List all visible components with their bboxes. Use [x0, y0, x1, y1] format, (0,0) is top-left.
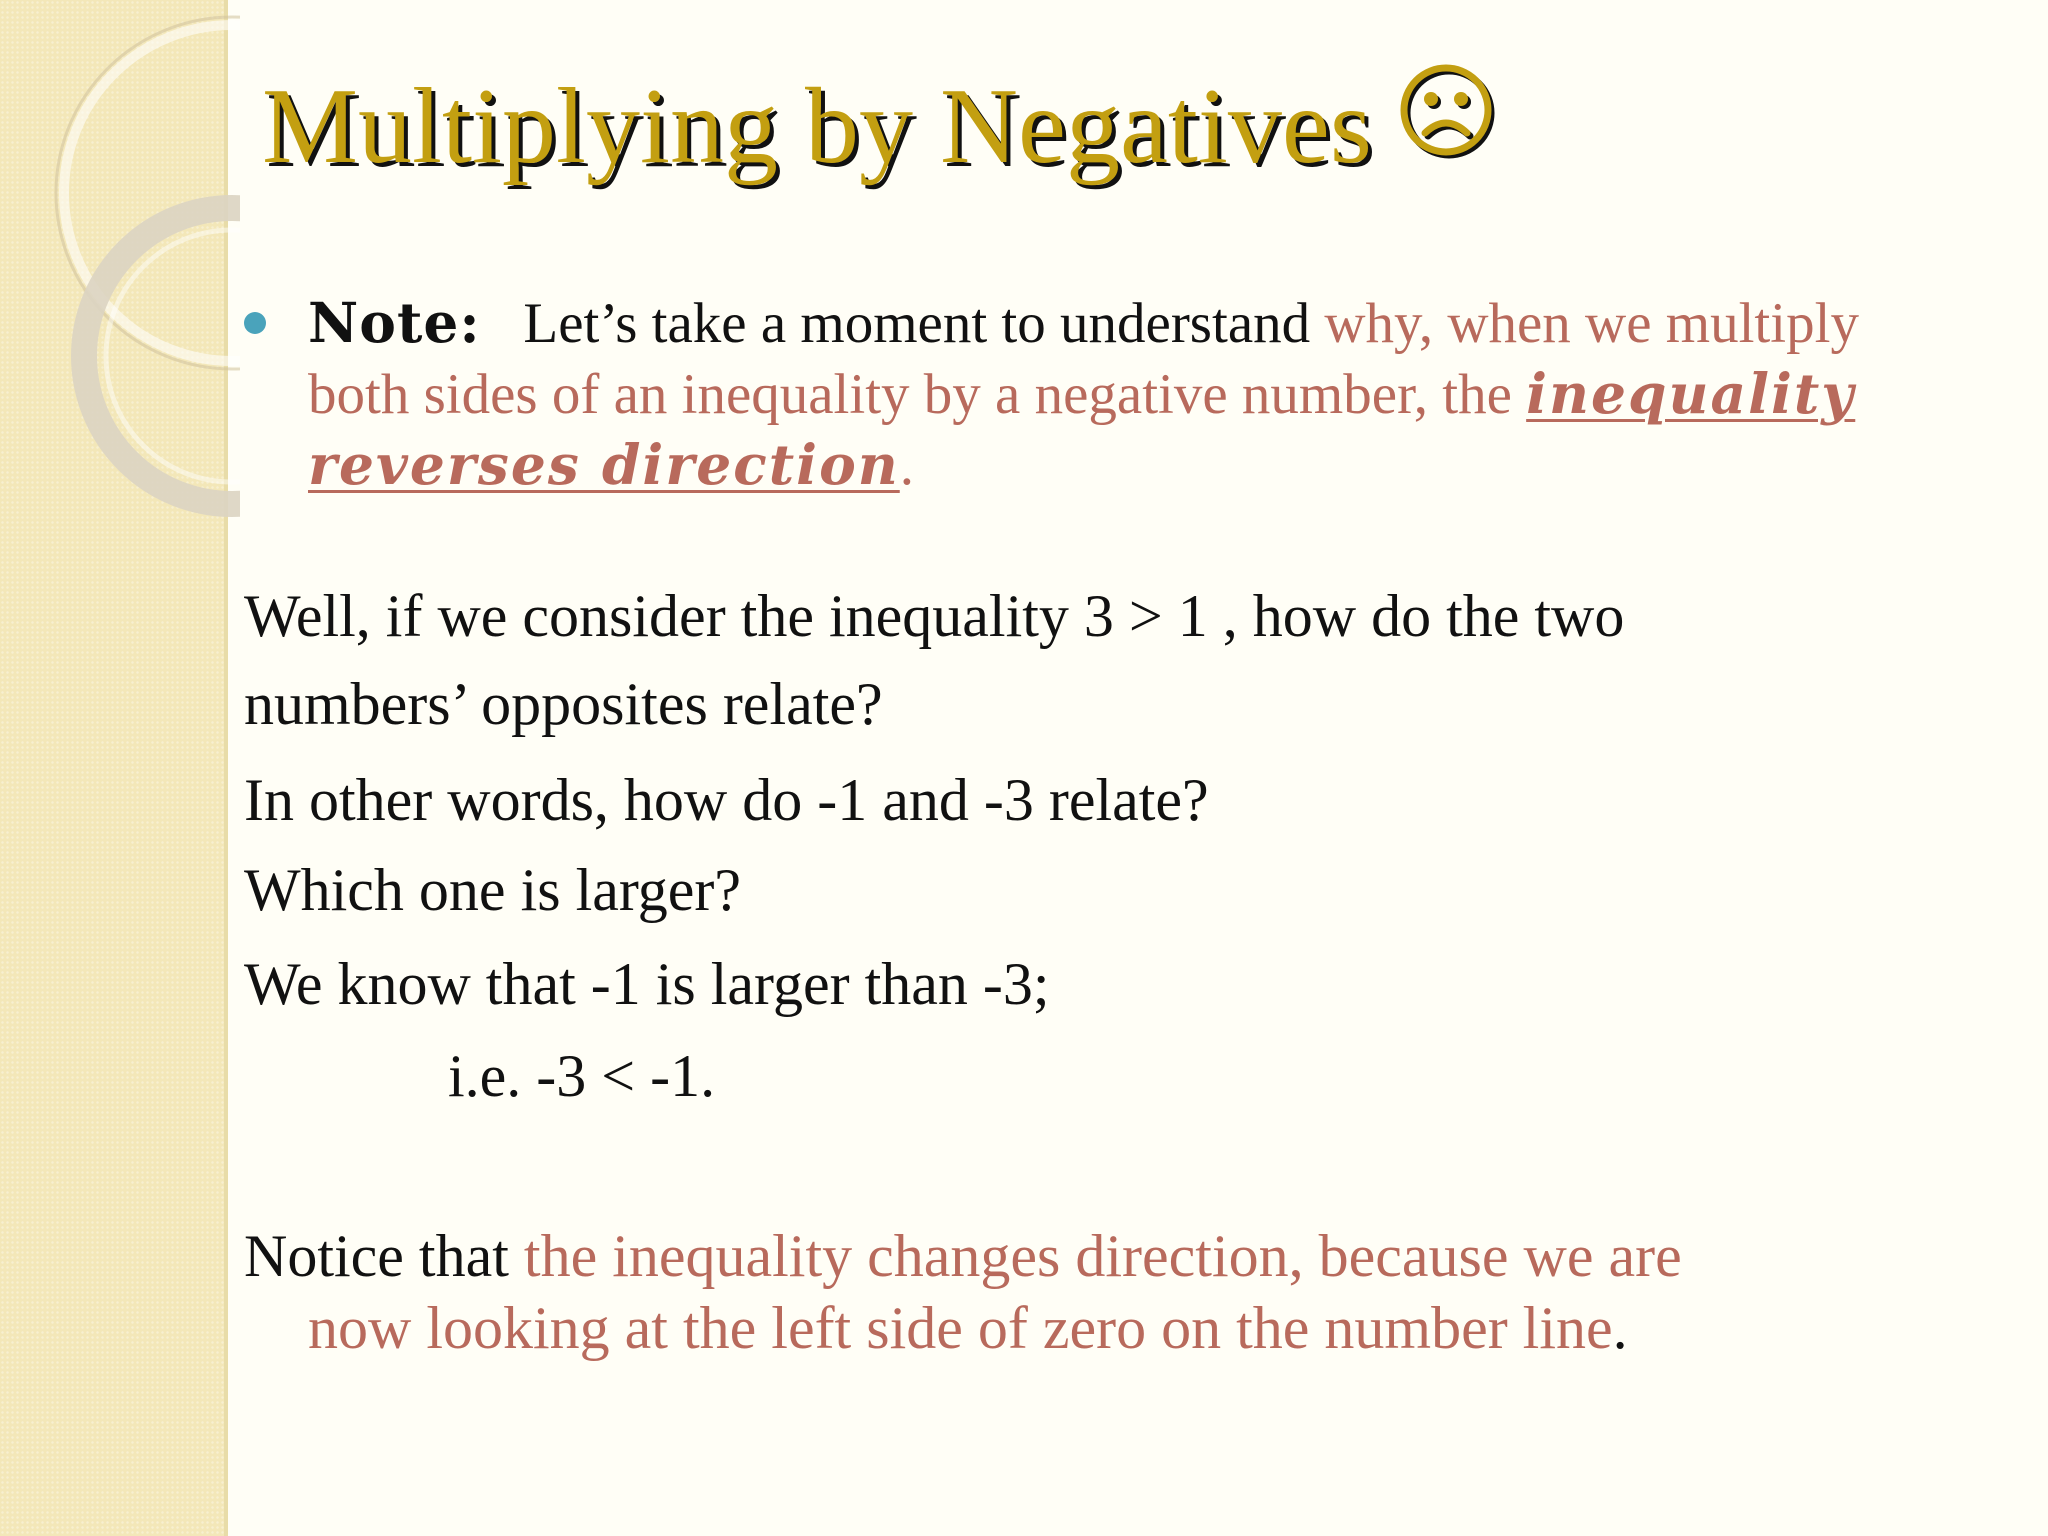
notice-accent-1: the inequality changes direction, because we are	[523, 1223, 1682, 1289]
bullet-point-icon	[244, 312, 266, 334]
note-bullet	[244, 288, 1944, 501]
note-plain: Let’s take a moment to understand	[523, 292, 1311, 355]
note-text	[308, 288, 1944, 501]
notice-end: .	[1612, 1295, 1628, 1361]
sad-face-icon	[1398, 62, 1498, 192]
notice-plain: Notice that	[244, 1223, 509, 1289]
title-text: Multiplying by Negatives	[262, 67, 1372, 186]
line-ie: i.e. -3 < -1.	[448, 1043, 716, 1109]
ring-decoration	[0, 0, 240, 520]
line-we-know: We know that -1 is larger than -3;	[244, 951, 1050, 1017]
notice-continuation	[244, 1292, 1984, 1364]
note-accent: why, when we multiply both sides of an inequality by a negative number, the	[308, 292, 1859, 426]
line-which-larger: Which one is larger?	[244, 857, 742, 923]
slide-title	[262, 62, 1498, 202]
line-well-2: numbers’ opposites relate?	[244, 671, 883, 737]
note-emphasis: inequality reverses direction	[308, 361, 1856, 497]
notice-accent-2: now looking at the left side of zero on the number line	[308, 1295, 1613, 1361]
notice-paragraph	[244, 1220, 1984, 1364]
note-end: .	[899, 434, 914, 497]
note-label: Note:	[308, 290, 481, 355]
line-other-words: In other words, how do -1 and -3 relate?	[244, 767, 1209, 833]
line-well-1: Well, if we consider the inequality 3 > 1 , how do the two	[244, 583, 1625, 649]
